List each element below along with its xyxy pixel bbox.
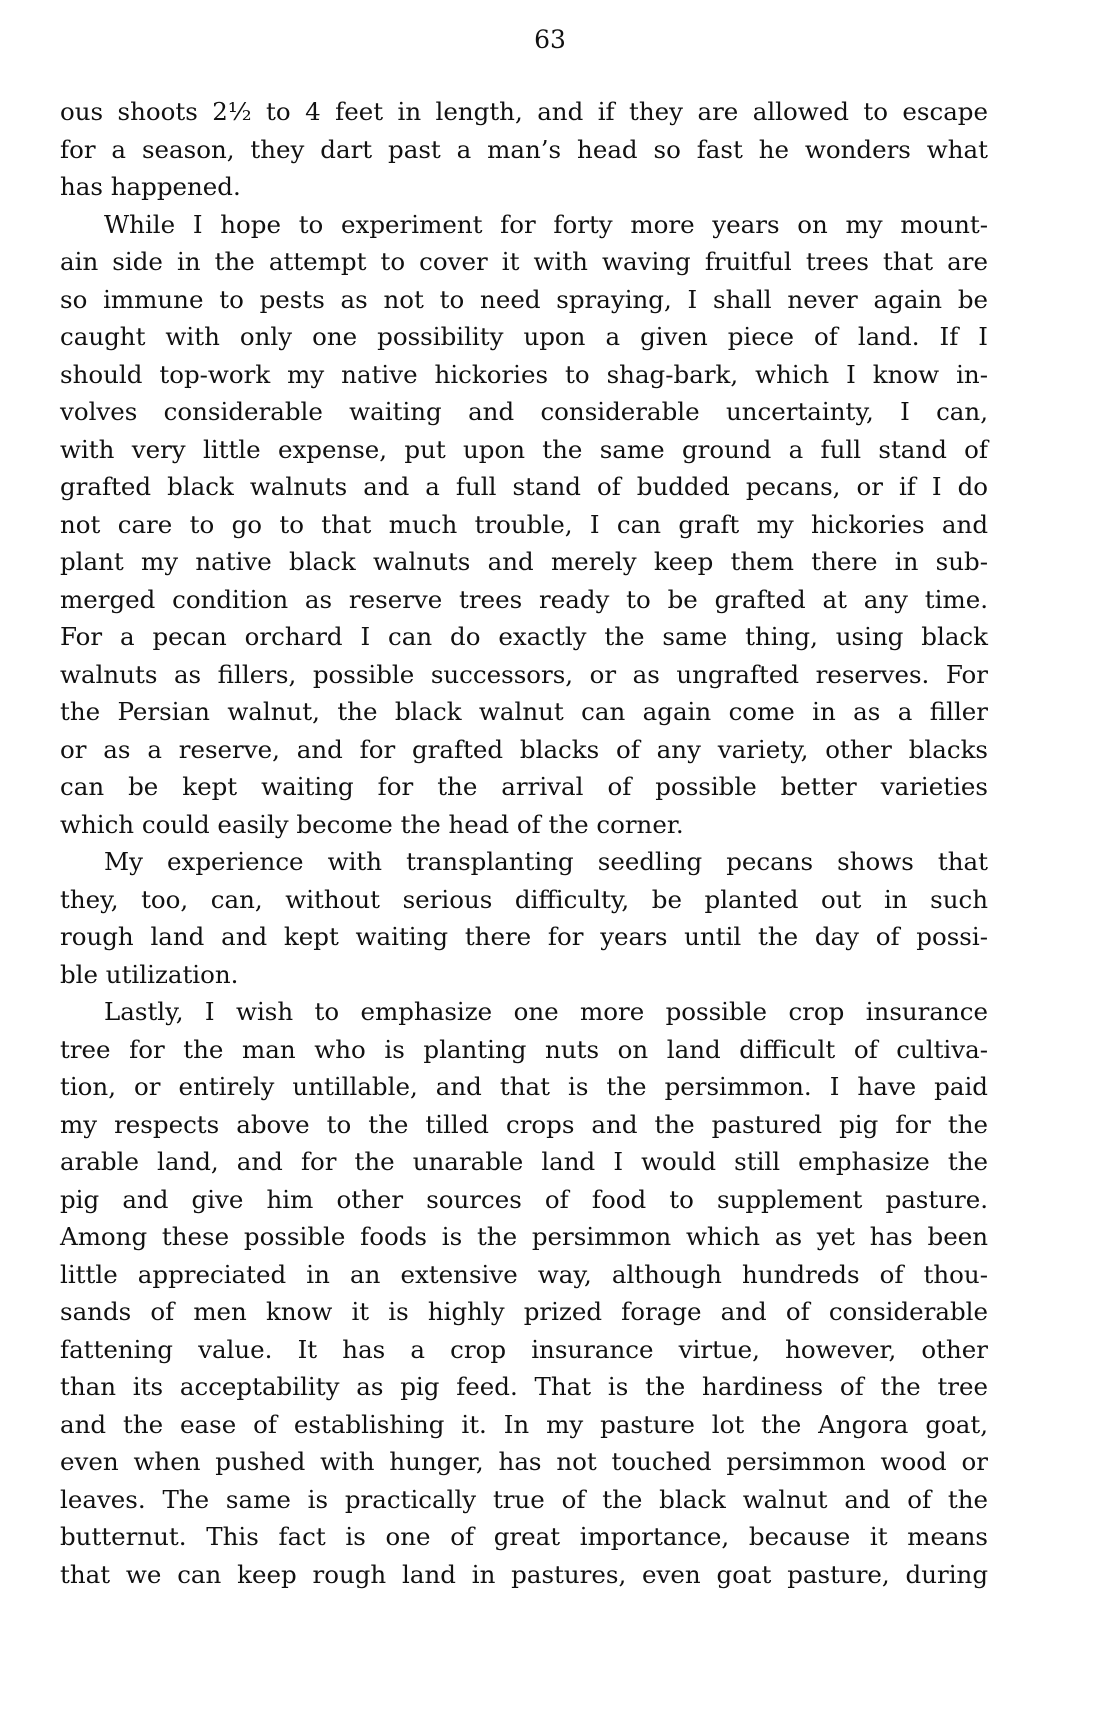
text-line: ble utilization.	[60, 959, 239, 989]
text-line: sands of men know it is highly prized forage and of considerable	[60, 1297, 988, 1326]
text-line: ain side in the attempt to cover it with waving fruitful trees that are	[60, 247, 988, 276]
paragraph-continued	[60, 93, 988, 206]
text-line: has happened.	[60, 172, 241, 201]
text-line: grafted black walnuts and a full stand of budded pecans, or if I do	[60, 472, 988, 501]
text-line: ous shoots 2½ to 4 feet in length, and if they are allowed to escape	[60, 97, 988, 126]
paragraph	[60, 843, 988, 993]
text-line: even when pushed with hunger, has not touched persimmon wood or	[60, 1447, 988, 1476]
text-line: plant my native black walnuts and merely keep them there in sub-	[60, 547, 988, 576]
text-line: Lastly, I wish to emphasize one more possible crop insurance	[104, 997, 988, 1026]
paragraph	[60, 993, 988, 1593]
text-line: Among these possible foods is the persimmon which as yet has been	[60, 1222, 988, 1251]
text-line: leaves. The same is practically true of the black walnut and of the	[60, 1484, 988, 1514]
text-line: For a pecan orchard I can do exactly the same thing, using black	[60, 622, 988, 651]
text-line: walnuts as fillers, possible successors, or as ungrafted reserves. For	[60, 659, 988, 689]
text-line: caught with only one possibility upon a given piece of land. If I	[60, 322, 988, 351]
text-line: not care to go to that much trouble, I can graft my hickories and	[60, 509, 988, 539]
text-line: While I hope to experiment for forty more years on my mount-	[104, 209, 988, 239]
page-number: 63	[534, 25, 566, 54]
text-line: they, too, can, without serious difficulty, be planted out in such	[60, 884, 988, 914]
text-line: can be kept waiting for the arrival of possible better varieties	[60, 772, 988, 801]
text-line: and the ease of establishing it. In my pasture lot the Angora goat,	[60, 1409, 988, 1439]
text-line: little appreciated in an extensive way, although hundreds of thou-	[60, 1259, 988, 1289]
text-line: fattening value. It has a crop insurance virtue, however, other	[60, 1334, 988, 1364]
body-text	[60, 93, 988, 1593]
text-line: tion, or entirely untillable, and that is the persimmon. I have paid	[60, 1072, 988, 1101]
text-line: should top-work my native hickories to shag-bark, which I know in-	[60, 359, 988, 389]
paragraph	[60, 206, 988, 844]
text-line: volves considerable waiting and considerable uncertainty, I can,	[60, 397, 988, 426]
text-line: butternut. This fact is one of great importance, because it means	[60, 1522, 988, 1551]
text-line: pig and give him other sources of food to supplement pasture.	[60, 1184, 988, 1214]
text-line: arable land, and for the unarable land I would still emphasize the	[60, 1147, 988, 1176]
text-line: My experience with transplanting seedling pecans shows that	[104, 847, 988, 876]
text-line: the Persian walnut, the black walnut can again come in as a filler	[60, 697, 988, 726]
text-line: or as a reserve, and for grafted blacks of any variety, other blacks	[60, 734, 988, 764]
text-line: my respects above to the tilled crops and the pastured pig for the	[60, 1109, 988, 1139]
text-line: rough land and kept waiting there for years until the day of possi-	[60, 922, 988, 951]
text-line: which could easily become the head of the corner.	[60, 809, 684, 839]
text-line: so immune to pests as not to need spraying, I shall never again be	[60, 284, 988, 314]
text-line: than its acceptability as pig feed. That is the hardiness of the tree	[60, 1372, 988, 1401]
text-line: for a season, they dart past a man’s head so fast he wonders what	[60, 134, 988, 164]
text-line: tree for the man who is planting nuts on land difficult of cultiva-	[60, 1034, 988, 1064]
text-line: with very little expense, put upon the same ground a full stand of	[60, 434, 988, 464]
text-line: merged condition as reserve trees ready to be grafted at any time.	[60, 584, 988, 614]
text-line: that we can keep rough land in pastures, even goat pasture, during	[60, 1559, 988, 1589]
